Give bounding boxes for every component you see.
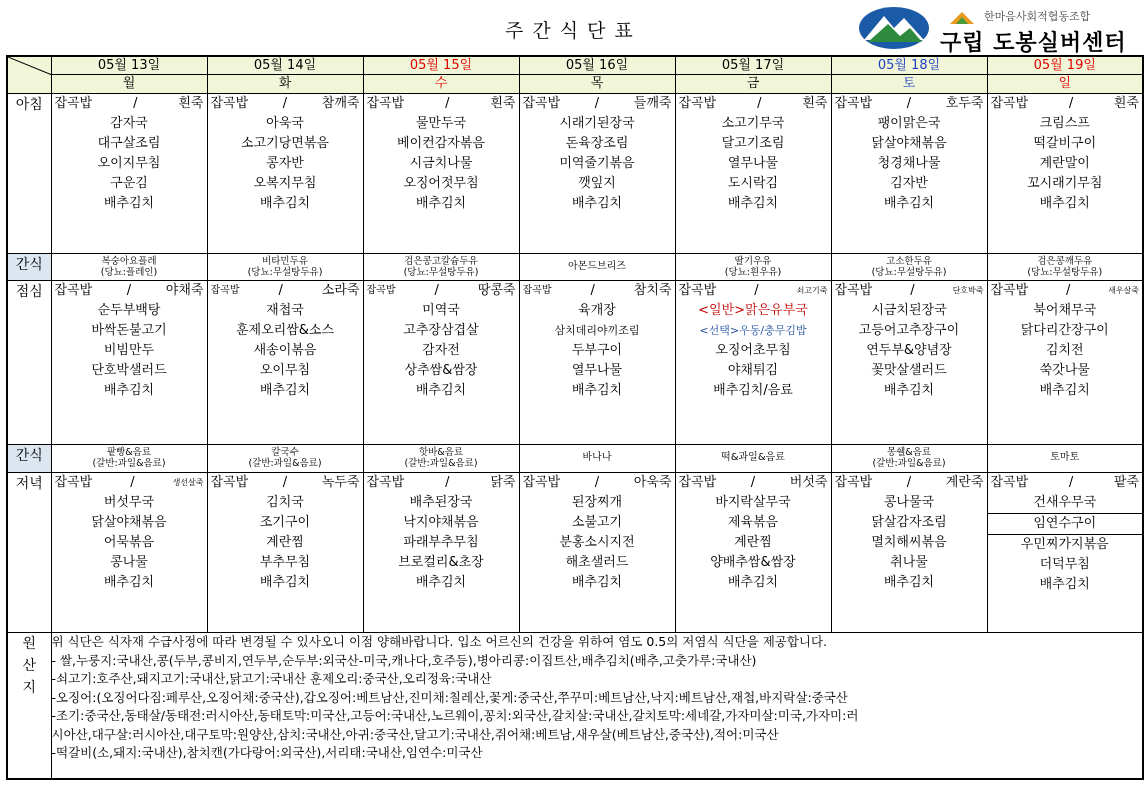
menu-cell bbox=[987, 94, 1143, 254]
dish-item: 배추김치 bbox=[103, 383, 155, 398]
dish-item: 배추김치 bbox=[103, 196, 155, 211]
dish-item: 계란찜 bbox=[266, 535, 304, 550]
origin-line: -쇠고기:호주산,돼지고기:국내산,닭고기:국내산 훈제오리:중국산,오리정육:국내산 bbox=[51, 671, 492, 686]
snack-cell: 핫바&음료 (갈반:과일&음료) bbox=[363, 445, 519, 473]
weekday-cell: 화 bbox=[207, 75, 363, 94]
corner-cell bbox=[7, 56, 51, 94]
rice-row: 잡곡밥 / 생선살죽 bbox=[54, 475, 204, 490]
dish-item: 배추김치 bbox=[571, 196, 623, 211]
snack-cell: 몽쉘&음료 (갈반:과일&음료) bbox=[831, 445, 987, 473]
dish-item: 단호박샐러드 bbox=[91, 363, 167, 378]
date-cell: 05월 17일 bbox=[675, 56, 831, 75]
menu-cell bbox=[363, 94, 519, 254]
dish-item: 배추김치 bbox=[103, 575, 155, 590]
dish-item: 야채튀김 bbox=[727, 363, 779, 378]
rice-row: 잡곡밥 / 땅콩죽 bbox=[366, 283, 516, 298]
dish-item: 재첩국 bbox=[266, 303, 304, 318]
dish-item: 배추김치 bbox=[883, 383, 935, 398]
dish-item: 깻잎지 bbox=[578, 176, 616, 191]
dish-item: 시금치된장국 bbox=[871, 303, 947, 318]
menu-cell bbox=[831, 94, 987, 254]
dish-item: <선택>우동/충무김밥 bbox=[699, 324, 807, 337]
dish-item: 양배추쌈&쌈장 bbox=[710, 555, 796, 570]
dish-item: 오징어초무침 bbox=[715, 343, 791, 358]
dish-item: 김자반 bbox=[890, 176, 928, 191]
menu-cell bbox=[519, 473, 675, 633]
dish-item: 떡갈비구이 bbox=[1033, 136, 1097, 151]
dish-item: 쑥갓나물 bbox=[1039, 363, 1090, 378]
dish-item: 닭살야채볶음 bbox=[871, 136, 947, 151]
dish-item: 더덕무침 bbox=[1039, 557, 1090, 572]
dish-item: 배추김치 bbox=[259, 383, 311, 398]
meal-label-breakfast: 아침 bbox=[7, 94, 51, 254]
diagonal-line bbox=[8, 57, 51, 93]
dish-item: 크림스프 bbox=[1039, 116, 1090, 131]
dish-item: 새송이볶음 bbox=[253, 343, 317, 358]
dish-item: 배추김치 bbox=[571, 575, 623, 590]
dish-item: 배추김치 bbox=[883, 196, 935, 211]
snack-cell: 떡&과일&음료 bbox=[675, 445, 831, 473]
menu-cell bbox=[207, 281, 363, 445]
dish-item: 배추된장국 bbox=[409, 495, 473, 510]
dish-item: 닭살감자조림 bbox=[871, 515, 947, 530]
menu-cell bbox=[675, 94, 831, 254]
origin-label-text: 원산지 bbox=[22, 636, 37, 696]
rice-row: 잡곡밥 / 야채죽 bbox=[54, 283, 204, 298]
snack-cell: 딸기우유 (당뇨:흰우유) bbox=[675, 254, 831, 281]
snack-cell: 팥빵&음료 (갈반:과일&음료) bbox=[51, 445, 207, 473]
dish-item: 바지락살무국 bbox=[715, 495, 791, 510]
dish-item: 삼치데리야끼조림 bbox=[554, 324, 640, 337]
menu-cell bbox=[519, 281, 675, 445]
dish-item: 부추무침 bbox=[259, 555, 311, 570]
dish-item: 브로컬리&초장 bbox=[398, 555, 484, 570]
dish-item: <일반>맑은유부국 bbox=[698, 303, 808, 318]
snack-cell: 검은콩깨두유 (당뇨:무설탕두유) bbox=[987, 254, 1143, 281]
rice-row: 잡곡밥 / 참치죽 bbox=[522, 283, 672, 298]
dish-item: 김치국 bbox=[266, 495, 304, 510]
dish-item: 오이무침 bbox=[259, 363, 311, 378]
dish-item: 조기구이 bbox=[259, 515, 311, 530]
dish-item: 돈육장조림 bbox=[565, 136, 629, 151]
dish-item: 두부구이 bbox=[571, 343, 623, 358]
dish-item: 배추김치 bbox=[571, 383, 623, 398]
dish-item: 육개장 bbox=[578, 303, 616, 318]
dish-item: 소고기무국 bbox=[721, 116, 785, 131]
dish-item: 콩나물국 bbox=[883, 495, 935, 510]
weekly-menu-table bbox=[6, 55, 1144, 780]
page-title: 주간식단표 bbox=[505, 20, 642, 42]
menu-cell bbox=[831, 473, 987, 633]
dish-item: 시래기된장국 bbox=[559, 116, 635, 131]
rice-row: 잡곡밥 / 쇠고기죽 bbox=[678, 283, 828, 298]
dish-item: 배추김치 bbox=[883, 575, 935, 590]
snack-cell: 칼국수 (갈반:과일&음료) bbox=[207, 445, 363, 473]
menu-cell bbox=[831, 281, 987, 445]
rice-row: 잡곡밥 / 계란죽 bbox=[834, 475, 984, 490]
origin-line: 시아산,대구살:러시아산,대구토막:원양산,삼치:국내산,아귀:중국산,달고기:국내산,쥐어채:베트남,새우살(베트남산,중국산),적어:미국산 bbox=[51, 726, 779, 742]
rice-row: 잡곡밥 / 흰죽 bbox=[678, 96, 828, 111]
dish-item: 배추김치 bbox=[415, 383, 467, 398]
dish-item: 도시락김 bbox=[727, 176, 779, 191]
rice-row: 잡곡밥 / 흰죽 bbox=[366, 96, 516, 111]
dish-item: 오이지무침 bbox=[97, 156, 161, 171]
dish-item: 배추김치 bbox=[259, 196, 311, 211]
dish-item: 감자전 bbox=[422, 343, 460, 358]
dish-item: 콩나물 bbox=[110, 555, 148, 570]
dish-item: 배추김치 bbox=[727, 575, 779, 590]
dish-item: 우민찌가지볶음 bbox=[1020, 537, 1109, 552]
menu-cell bbox=[51, 94, 207, 254]
origin-line: 위 식단은 식자재 수급사정에 따라 변경될 수 있사오니 이점 양해바랍니다. 입소 어르신의 건강을 위하여 염도 0.5의 저염식 식단을 제공합니다. bbox=[51, 634, 828, 649]
dish-item: 꼬시래기무침 bbox=[1027, 176, 1103, 191]
org-subtitle: 한마음사회적협동조합 bbox=[984, 10, 1091, 23]
weekday-cell: 일 bbox=[987, 75, 1143, 94]
snack-cell: 토마토 bbox=[987, 445, 1143, 473]
origin-line: -조기:중국산,동태살/동태전:러시아산,동태토막:미국산,고등어:국내산,노르웨이,꽁치:외국산,갈치살:국내산,갈치토막:세네갈,가자미살:미국,가자미:러 bbox=[51, 708, 859, 723]
dish-item-selected[interactable]: 임연수구이 bbox=[987, 513, 1143, 535]
origin-line: -오징어:(오징어다짐:페루산,오징어채:중국산),갑오징어:베트남산,진미채:칠레산,꽃게:중국산,쭈꾸미:베트남산,낙지:베트남산,재첩,바지락살:중국산 bbox=[51, 689, 848, 705]
dish-item: 소불고기 bbox=[571, 515, 623, 530]
rice-row: 잡곡밥 / 들깨죽 bbox=[522, 96, 672, 111]
dish-item: 북어채무국 bbox=[1033, 303, 1097, 318]
meal-label-dinner: 저녁 bbox=[7, 473, 51, 633]
dish-item: 계란말이 bbox=[1039, 156, 1090, 171]
menu-cell bbox=[51, 473, 207, 633]
dish-item: 팽이맑은국 bbox=[877, 116, 941, 131]
dish-item: 청경채나물 bbox=[877, 156, 941, 171]
dish-item: 배추김치 bbox=[259, 575, 311, 590]
dish-item: 해초샐러드 bbox=[565, 555, 629, 570]
rice-row: 잡곡밥 / 버섯죽 bbox=[678, 475, 828, 490]
dish-item: 낙지야채볶음 bbox=[403, 515, 479, 530]
coop-logo-icon bbox=[948, 10, 976, 26]
meal-label-snack: 간식 bbox=[7, 254, 51, 281]
dish-item: 물만두국 bbox=[415, 116, 467, 131]
menu-cell bbox=[363, 281, 519, 445]
dish-item: 미역줄기볶음 bbox=[559, 156, 635, 171]
dish-item: 오징어젓무침 bbox=[403, 176, 479, 191]
dish-item: 구운김 bbox=[110, 176, 148, 191]
dish-item: 닭다리간장구이 bbox=[1020, 323, 1109, 338]
menu-cell bbox=[363, 473, 519, 633]
date-cell: 05월 18일 bbox=[831, 56, 987, 75]
dish-item: 감자국 bbox=[110, 116, 148, 131]
rice-row: 잡곡밥 / 소라죽 bbox=[210, 283, 360, 298]
dish-item: 배추김치 bbox=[1039, 196, 1090, 211]
dish-item: 베이컨감자볶음 bbox=[397, 136, 485, 151]
snack-cell: 검은콩고칼슘두유 (당뇨:무설탕두유) bbox=[363, 254, 519, 281]
dish-item: 분홍소시지전 bbox=[559, 535, 635, 550]
date-cell: 05월 14일 bbox=[207, 56, 363, 75]
dish-item: 대구살조림 bbox=[97, 136, 161, 151]
rice-row: 잡곡밥 / 녹두죽 bbox=[210, 475, 360, 490]
dish-item: 오복지무침 bbox=[253, 176, 317, 191]
rice-row: 잡곡밥 / 닭죽 bbox=[366, 475, 516, 490]
rice-row: 잡곡밥 / 흰죽 bbox=[990, 96, 1139, 111]
dish-item: 배추김치 bbox=[727, 196, 779, 211]
dish-item: 아욱국 bbox=[266, 116, 304, 131]
dish-item: 배추김치 bbox=[415, 196, 467, 211]
dish-item: 배추김치 bbox=[1039, 577, 1090, 592]
menu-cell bbox=[207, 473, 363, 633]
rice-row: 잡곡밥 / 새우살죽 bbox=[990, 283, 1139, 298]
weekday-cell: 토 bbox=[831, 75, 987, 94]
weekday-cell: 금 bbox=[675, 75, 831, 94]
dish-item: 바싹돈불고기 bbox=[91, 323, 167, 338]
dish-item: 버섯무국 bbox=[103, 495, 155, 510]
snack-cell: 바나나 bbox=[519, 445, 675, 473]
rice-row: 잡곡밥 / 아욱죽 bbox=[522, 475, 672, 490]
date-cell: 05월 13일 bbox=[51, 56, 207, 75]
weekday-cell: 월 bbox=[51, 75, 207, 94]
menu-cell bbox=[987, 473, 1143, 633]
snack-cell: 아몬드브리즈 bbox=[519, 254, 675, 281]
dish-item: 열무나물 bbox=[571, 363, 623, 378]
date-cell: 05월 19일 bbox=[987, 56, 1143, 75]
weekday-cell: 목 bbox=[519, 75, 675, 94]
dish-item: 고등어고추장구이 bbox=[858, 323, 960, 338]
dish-item: 미역국 bbox=[422, 303, 460, 318]
org-name: 구립 도봉실버센터 bbox=[940, 31, 1127, 56]
rice-row: 잡곡밥 / 단호박죽 bbox=[834, 283, 984, 298]
dish-item: 달고기조림 bbox=[721, 136, 785, 151]
dish-item: 꽃맛살샐러드 bbox=[871, 363, 947, 378]
dish-item: 상추쌈&쌈장 bbox=[404, 363, 478, 378]
dish-item: 계란찜 bbox=[734, 535, 772, 550]
menu-cell bbox=[987, 281, 1143, 445]
origin-line: -떡갈비(소,돼지:국내산),참치캔(가다랑어:외국산),서리태:국내산,임연수:미국산 bbox=[51, 745, 483, 760]
dish-item: 훈제오리쌈&소스 bbox=[235, 323, 335, 338]
menu-cell bbox=[519, 94, 675, 254]
dish-item: 배추김치 bbox=[415, 575, 467, 590]
dish-item: 제육볶음 bbox=[727, 515, 779, 530]
weekday-cell: 수 bbox=[363, 75, 519, 94]
dish-item: 배추김치/음료 bbox=[713, 383, 793, 398]
dish-item: 김치전 bbox=[1045, 343, 1084, 358]
snack-cell: 고소한두유 (당뇨:무설탕두유) bbox=[831, 254, 987, 281]
rice-row: 잡곡밥 / 참깨죽 bbox=[210, 96, 360, 111]
dish-item: 된장찌개 bbox=[571, 495, 623, 510]
dish-item: 순두부백탕 bbox=[97, 303, 161, 318]
dish-item: 취나물 bbox=[890, 555, 928, 570]
dish-item: 열무나물 bbox=[727, 156, 779, 171]
meal-label-lunch: 점심 bbox=[7, 281, 51, 445]
dish-item: 닭살야채볶음 bbox=[91, 515, 167, 530]
dish-item: 고추장삼겹살 bbox=[403, 323, 479, 338]
dish-item: 콩자반 bbox=[266, 156, 304, 171]
mountain-logo-icon bbox=[858, 6, 930, 50]
rice-row: 잡곡밥 / 호두죽 bbox=[834, 96, 984, 111]
dish-item: 소고기당면볶음 bbox=[241, 136, 329, 151]
origin-label bbox=[7, 633, 51, 779]
origin-line: - 쌀,누룽지:국내산,콩(두부,콩비지,연두부,순두부:외국산-미국,캐나다,호주등),병아리콩:이집트산,배추김치(배추,고춧가루:국내산) bbox=[51, 652, 757, 668]
dish-item: 건새우무국 bbox=[1033, 495, 1097, 510]
menu-cell bbox=[675, 473, 831, 633]
meal-label-snack: 간식 bbox=[7, 445, 51, 473]
menu-cell bbox=[675, 281, 831, 445]
menu-cell bbox=[51, 281, 207, 445]
dish-item: 파래부추무침 bbox=[403, 535, 479, 550]
rice-row: 잡곡밥 / 팥죽 bbox=[990, 475, 1139, 490]
dish-item: 멸치해씨볶음 bbox=[871, 535, 947, 550]
origin-info bbox=[51, 633, 1143, 779]
rice-row: 잡곡밥 / 흰죽 bbox=[54, 96, 204, 111]
dish-item: 비빔만두 bbox=[103, 343, 155, 358]
dish-item: 배추김치 bbox=[1039, 383, 1090, 398]
menu-cell bbox=[207, 94, 363, 254]
dish-item: 시금치나물 bbox=[409, 156, 473, 171]
date-cell: 05월 15일 bbox=[363, 56, 519, 75]
snack-cell: 비타민두유 (당뇨:무설탕두유) bbox=[207, 254, 363, 281]
date-cell: 05월 16일 bbox=[519, 56, 675, 75]
dish-item: 어묵볶음 bbox=[103, 535, 155, 550]
dish-item: 연두부&양념장 bbox=[866, 343, 952, 358]
snack-cell: 복숭아요플레 (당뇨:플레인) bbox=[51, 254, 207, 281]
